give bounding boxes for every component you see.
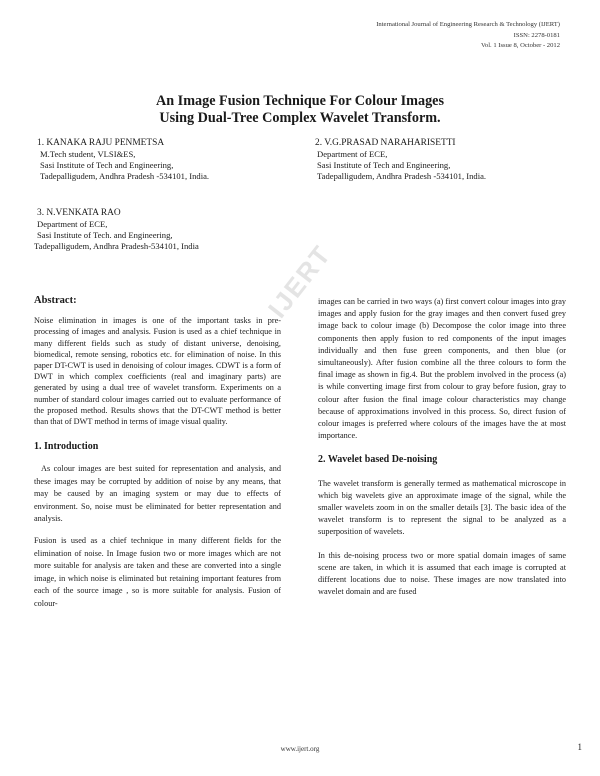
author-3-affil-2: Sasi Institute of Tech. and Engineering,: [37, 230, 173, 240]
author-3-name: 3. N.VENKATA RAO: [37, 208, 121, 218]
left-column: [34, 295, 281, 610]
footer-url: www.ijert.org: [280, 745, 320, 753]
author-2-affil-2: Sasi Institute of Tech and Engineering,: [317, 160, 451, 170]
right-column: [318, 296, 566, 598]
page-number: 1: [577, 742, 582, 752]
abstract-text: Noise elimination in images is one of the important tasks in pre-processing of images and analysis. Fusion is used as a chief technique in many different fields such as study of distant universe, denoising, biomedical, remote sensing, robotics etc. for elimination of noise. In this paper DT-CWT is used in denoising of colour images. CDWT is a form of DWT in which complex coefficients (real and imaginary parts) are generated by using a dual tree of wavelet transform. Experiments on a number of standard colour images carried out to evaluate performance of the proposed method. Results shows that the DT-CWT method is better than that of DWT method in terms of image visual quality.: [34, 316, 281, 427]
author-1-name: 1. KANAKA RAJU PENMETSA: [37, 138, 165, 148]
author-1-affil-3: Tadepalligudem, Andhra Pradesh -534101, India.: [40, 171, 210, 181]
introduction-heading: 1. Introduction: [34, 441, 99, 453]
author-3-affil-1: Department of ECE,: [37, 219, 108, 229]
issn: ISSN: 2278-0181: [513, 31, 560, 39]
title-line-1: An Image Fusion Technique For Colour Images: [156, 93, 444, 109]
wavelet-denoising-heading: 2. Wavelet based De-noising: [318, 454, 438, 466]
fusion-methods-paragraph: images can be carried in two ways (a) first convert colour images into gray images and apply fusion for the gray images and then convert fused grey image back to colour image (b) Decompose the color image into three components then apply fusion to red components of the input images individually and then fuse green components, and then blue (or simultaneously). After fusion combine all the three colours to form the final image as shown in fig.4. But the problem involved in the process (a) is while converting image first from colour to gray before fusion, gray to colour after fusion the final image colour characteristics may change because of approximations involved in this process. So, direct fusion of colour images is preferred where colours of the images have the at most importance.: [318, 297, 566, 441]
journal-header: [376, 20, 560, 52]
title-line-2: Using Dual-Tree Complex Wavelet Transform.: [159, 110, 441, 126]
volume-issue: Vol. 1 Issue 8, October - 2012: [481, 42, 560, 49]
author-1: [37, 137, 209, 182]
introduction-paragraph-2: Fusion is used as a chief technique in many different fields for the elimination of noise. In Image fusion two or more images which are not more suitable for analysis are taken and these are converted into a single image, in which noise is eliminated but retaining important features from each of the source image , so is more suitable for analysis. Fusion of colour-: [34, 536, 281, 608]
denoising-process-paragraph: In this de-noising process two or more spatial domain images of same scene are taken, in which it is assumed that each image is corrupted at different locations due to noise. These images are now translated into wavelet domain and are fused: [318, 550, 566, 597]
author-3: [34, 207, 199, 252]
author-1-affil-2: Sasi Institute of Tech and Engineering,: [40, 160, 174, 170]
author-3-affil-3: Tadepalligudem, Andhra Pradesh-534101, India: [34, 241, 199, 251]
introduction-paragraph-1: As colour images are best suited for representation and analysis, and these images may be corrupted by addition of noise by any means, that may be caused by an imaging system or may due to effects of environment. So, noise must be eliminated for better representation and analysis.: [34, 464, 281, 524]
author-2-affil-1: Department of ECE,: [317, 149, 388, 159]
journal-name: International Journal of Engineering Research & Technology (IJERT): [376, 21, 560, 28]
author-2-name: 2. V.G.PRASAD NARAHARISETTI: [315, 138, 456, 148]
wavelet-transform-paragraph: The wavelet transform is generally termed as mathematical microscope in which big wavelets give an approximate image of the signal, while the smaller wavelets zoom in on the smaller details [3]. The basic idea of the wavelet transform is to represent the signal to be analyzed as a superposition of wavelets.: [318, 478, 566, 537]
abstract-heading: Abstract:: [34, 295, 77, 306]
ijert-watermark: IJERT: [262, 239, 338, 324]
author-2: [315, 137, 486, 182]
author-1-affil-1: M.Tech student, VLSI&ES,: [40, 149, 136, 159]
author-2-affil-3: Tadepalligudem, Andhra Pradesh -534101, India.: [317, 171, 487, 181]
paper-title: [0, 93, 600, 127]
